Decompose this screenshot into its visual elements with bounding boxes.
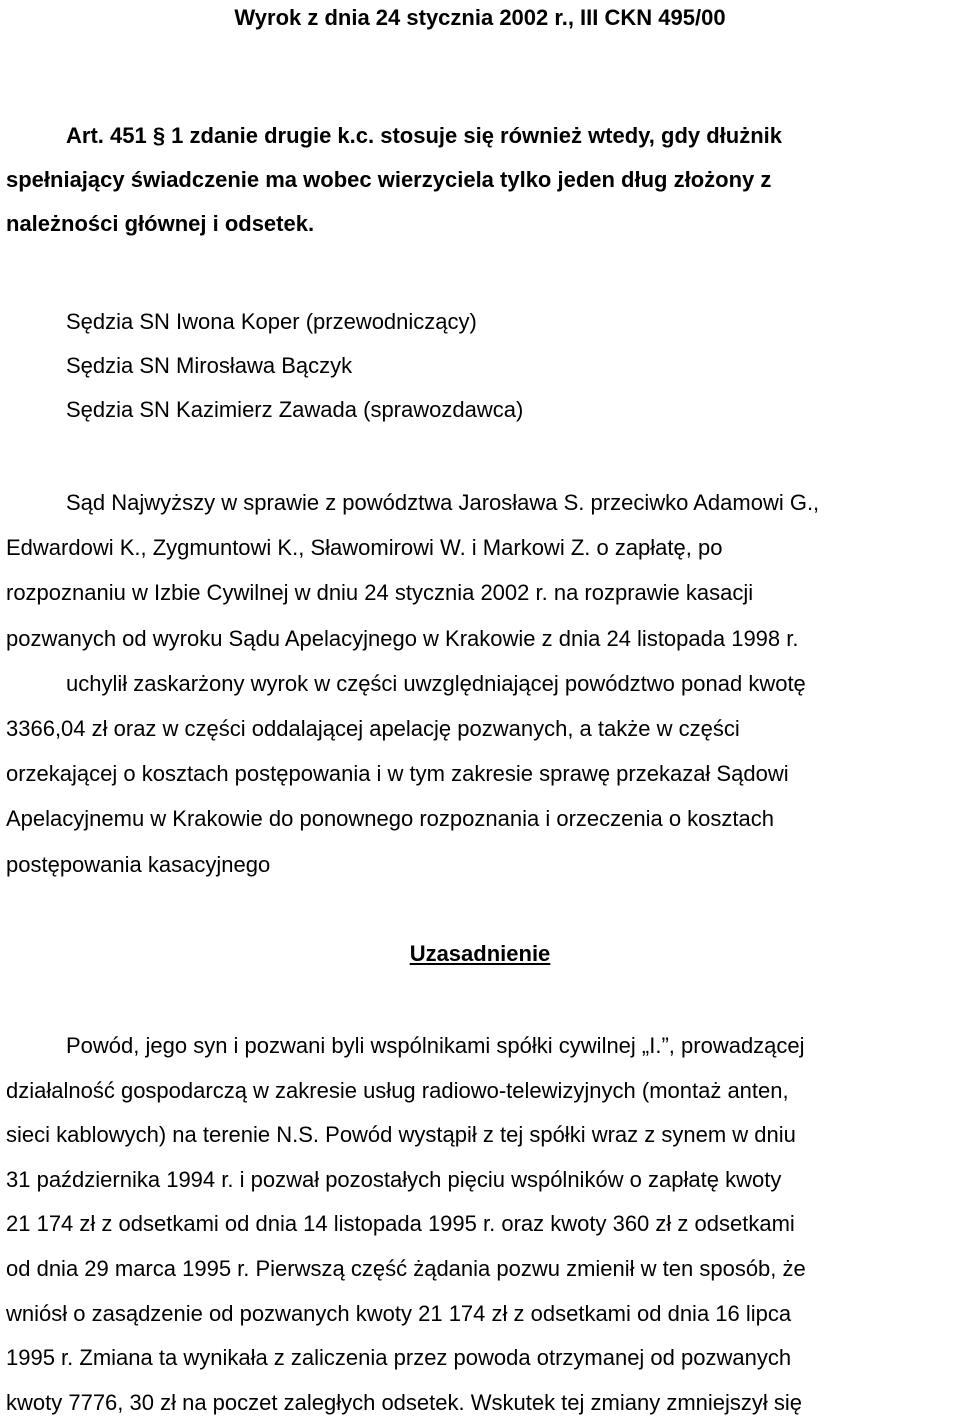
thesis-line: należności głównej i odsetek.	[6, 211, 315, 236]
ruling-line: pozwanych od wyroku Sądu Apelacyjnego w Krakowie z dnia 24 listopada 1998 r.	[6, 625, 799, 651]
reasons-line: wniósł o zasądzenie od pozwanych kwoty 21 174 zł z odsetkami od dnia 16 lipca	[6, 1300, 792, 1326]
reasons-line: sieci kablowych) na terenie N.S. Powód wystąpił z tej spółki wraz z synem w dniu	[6, 1122, 796, 1148]
thesis-block	[6, 114, 956, 246]
ruling-line: Sąd Najwyższy w sprawie z powództwa Jarosława S. przeciwko Adamowi G.,	[66, 490, 820, 515]
judge-line: Sędzia SN Kazimierz Zawada (sprawozdawca)	[66, 397, 524, 422]
reasons-line: od dnia 29 marca 1995 r. Pierwszą część żądania pozwu zmienił w ten sposób, że	[6, 1255, 806, 1281]
section-heading: Uzasadnienie	[409, 941, 551, 966]
reasons-line: 31 października 1994 r. i pozwał pozostałych pięciu wspólników o zapłatę kwoty	[6, 1166, 782, 1192]
document-title: Wyrok z dnia 24 stycznia 2002 r., III CKN 495/00	[234, 5, 726, 30]
ruling-line: postępowania kasacyjnego	[6, 851, 271, 877]
reasons-paragraph	[6, 1024, 958, 1425]
thesis-line: spełniający świadczenie ma wobec wierzyciela tylko jeden dług złożony z	[6, 167, 772, 192]
ruling-line: Edwardowi K., Zygmuntowi K., Sławomirowi W. i Markowi Z. o zapłatę, po	[6, 535, 723, 561]
reasons-line: kwoty 7776, 30 zł na poczet zaległych odsetek. Wskutek tej zmiany zmniejszył się	[6, 1389, 803, 1415]
reasons-line: 1995 r. Zmiana ta wynikała z zaliczenia przez powoda otrzymanej od pozwanych	[6, 1345, 792, 1371]
reasons-line: Powód, jego syn i pozwani byli wspólnikami spółki cywilnej „I.”, prowadzącej	[66, 1033, 805, 1058]
ruling-paragraph	[6, 480, 958, 887]
reasons-line: 21 174 zł z odsetkami od dnia 14 listopada 1995 r. oraz kwoty 360 zł z odsetkami	[6, 1211, 795, 1237]
ruling-line: uchylił zaskarżony wyrok w części uwzględniającej powództwo ponad kwotę	[66, 670, 806, 696]
reasons-line: działalność gospodarczą w zakresie usług radiowo-telewizyjnych (montaż anten,	[6, 1077, 789, 1103]
judges-list	[66, 300, 523, 432]
judge-line: Sędzia SN Iwona Koper (przewodniczący)	[66, 309, 477, 334]
ruling-line: Apelacyjnemu w Krakowie do ponownego rozpoznania i orzeczenia o kosztach	[6, 806, 775, 832]
judge-line: Sędzia SN Mirosława Bączyk	[66, 353, 353, 378]
thesis-line: Art. 451 § 1 zdanie drugie k.c. stosuje się również wtedy, gdy dłużnik	[66, 123, 783, 148]
ruling-line: rozpoznaniu w Izbie Cywilnej w dniu 24 stycznia 2002 r. na rozprawie kasacji	[6, 580, 754, 606]
ruling-line: orzekającej o kosztach postępowania i w tym zakresie sprawę przekazał Sądowi	[6, 761, 789, 787]
ruling-line: 3366,04 zł oraz w części oddalającej apelację pozwanych, a także w części	[6, 716, 740, 742]
